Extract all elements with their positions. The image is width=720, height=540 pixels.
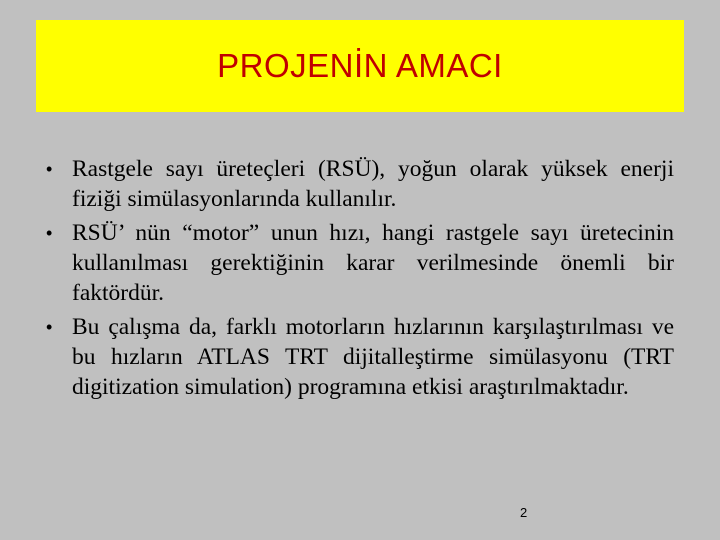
bullet-item — [46, 154, 674, 214]
bullet-text: Bu çalışma da, farklı motorların hızlarının karşılaştırılması ve bu hızların ATLAS TRT dijitalleştirme simülasyonu (TRT digitization simulation) programına etkisi araştırılmaktadır. — [72, 314, 674, 400]
page-number: 2 — [520, 505, 528, 520]
bullet-dot-icon: • — [46, 317, 53, 337]
bullet-dot-icon: • — [46, 159, 53, 179]
bullet-list — [46, 154, 674, 406]
bullet-item — [46, 218, 674, 308]
slide-title: PROJENİN AMACI — [217, 47, 503, 84]
title-box — [36, 20, 684, 112]
bullet-text: Rastgele sayı üreteçleri (RSÜ), yoğun olarak yüksek enerji fiziği simülasyonlarında kullanılır. — [72, 156, 674, 212]
bullet-item — [46, 312, 674, 402]
bullet-dot-icon: • — [46, 223, 53, 243]
bullet-text: RSÜ’ nün “motor” unun hızı, hangi rastgele sayı üretecinin kullanılması gerektiğinin karar verilmesinde önemli bir faktördür. — [72, 220, 674, 306]
